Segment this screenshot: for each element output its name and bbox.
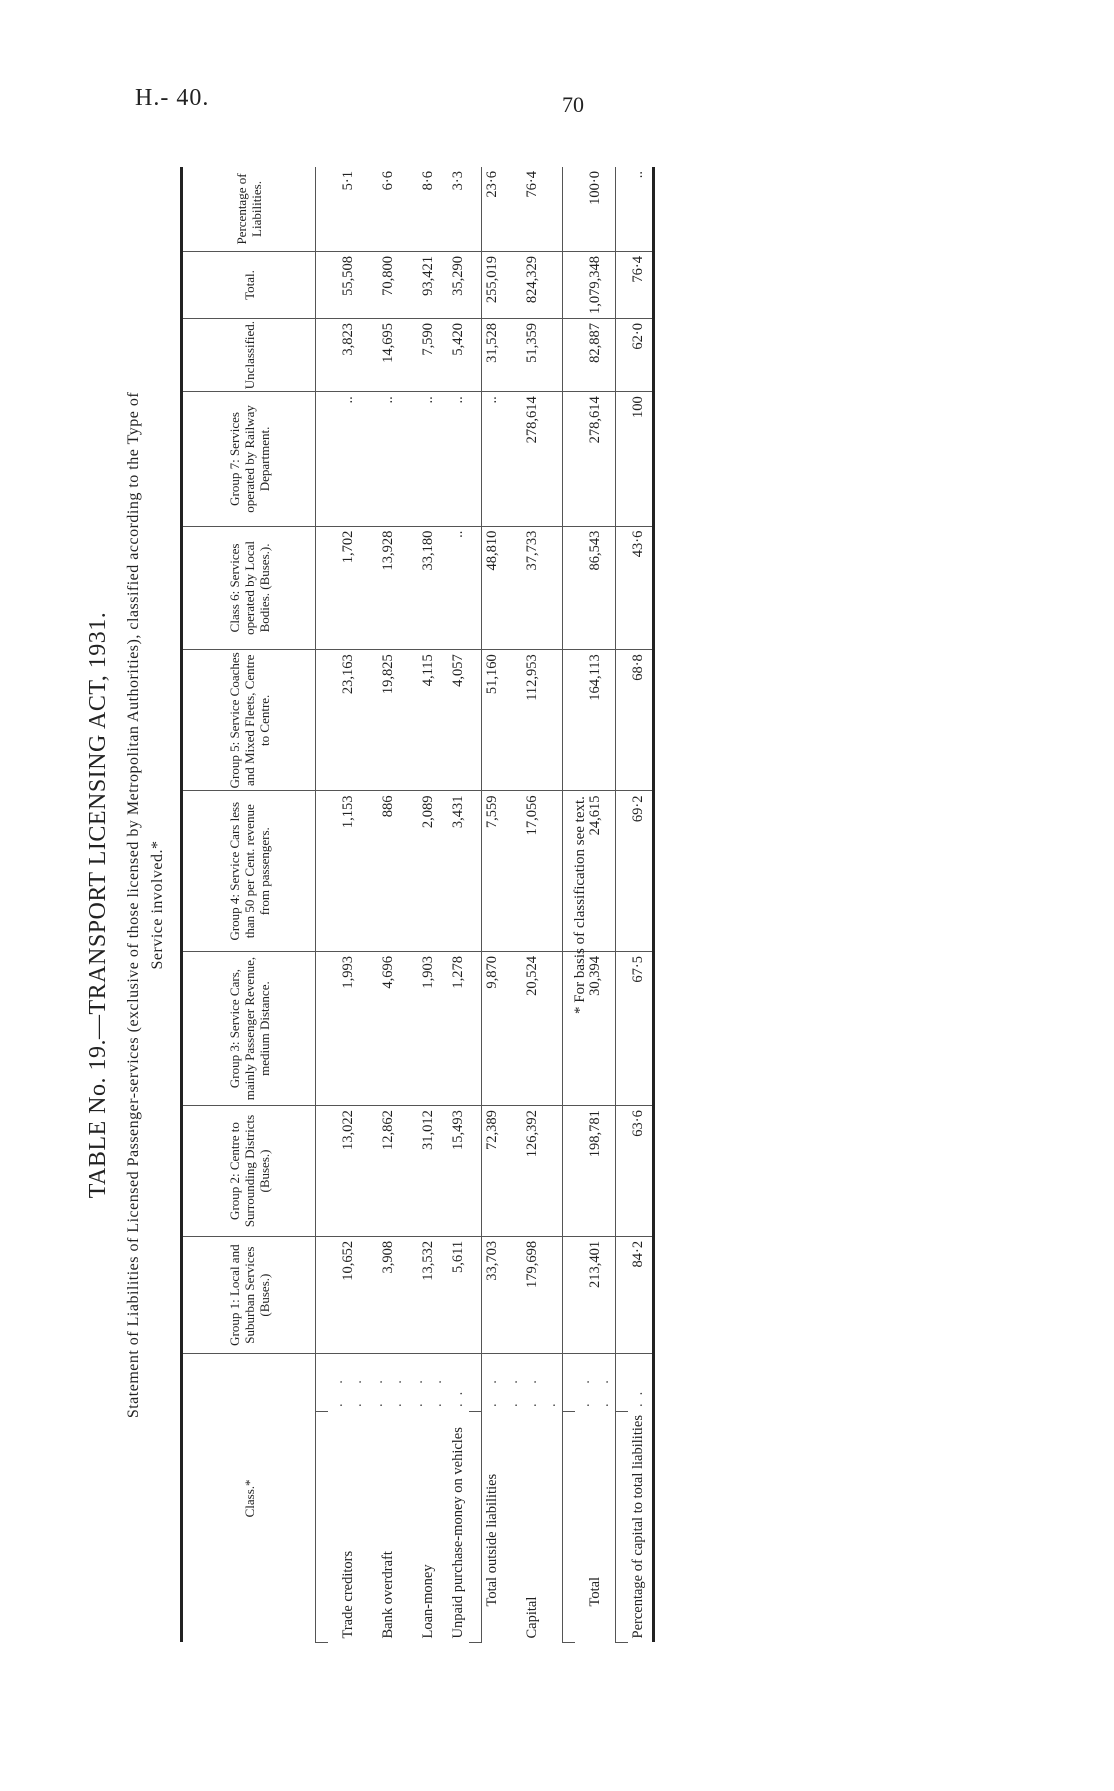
cell-total: 76·4 — [628, 251, 654, 318]
row-label: Loan-money — [419, 1564, 436, 1639]
rotated-table-block — [80, 155, 646, 1655]
table-row — [328, 167, 368, 1643]
header-group-3: Group 3: Service Cars, mainly Passenger Revenue, medium Distance. — [182, 951, 316, 1105]
cell-g7: .. — [482, 392, 504, 526]
cell-g5: 19,825 — [368, 650, 408, 791]
cell-g2: 15,493 — [448, 1106, 469, 1237]
cell-g1: 179,698 — [503, 1236, 563, 1354]
cell-percentage: 23·6 — [482, 167, 504, 251]
cell-c6: .. — [448, 526, 469, 650]
row-label: Trade creditors — [339, 1550, 356, 1639]
header-percentage: Percentage of Liabilities. — [182, 167, 316, 251]
cell-g4: 69·2 — [628, 791, 654, 952]
cell-g4: 24,615 — [575, 791, 616, 952]
leader-dots: . . . . — [575, 1354, 616, 1411]
header-class: Class.* — [182, 1354, 316, 1643]
subtitle-line-2: Service involved.* — [149, 840, 166, 970]
header-group-2: Group 2: Centre to Surrounding Districts (Buses.) — [182, 1106, 316, 1237]
row-label: Capital — [503, 1411, 563, 1642]
cell-g2: 63·6 — [628, 1106, 654, 1237]
leader-dots: . . . . — [330, 1372, 365, 1408]
cell-unclassified: 31,528 — [482, 318, 504, 391]
row-label: Bank overdraft — [379, 1551, 396, 1639]
cell-unclassified: 7,590 — [408, 318, 448, 391]
cell-percentage: 76·4 — [503, 167, 563, 251]
cell-total: 255,019 — [482, 251, 504, 318]
cell-g4: 2,089 — [408, 791, 448, 952]
table-title: TABLE No. 19.—TRANSPORT LICENSING ACT, 1931. — [85, 611, 111, 1199]
table-subtitle — [122, 155, 170, 1655]
cell-g4: 3,431 — [448, 791, 469, 952]
cell-g5: 4,115 — [408, 650, 448, 791]
header-unclassified: Unclassified. — [182, 318, 316, 391]
cell-unclassified: 51,359 — [503, 318, 563, 391]
leader-dots: . . — [482, 1354, 504, 1411]
header-total: Total. — [182, 251, 316, 318]
cell-g1: 84·2 — [628, 1236, 654, 1354]
cell-g1: 213,401 — [575, 1236, 616, 1354]
cell-total: 1,079,348 — [575, 251, 616, 318]
cell-g7: .. — [448, 392, 469, 526]
subtitle-line-1: Statement of Liabilities of Licensed Passenger-services (exclusive of those licensed by Metropolitan Authorities), classified according to the Type of — [125, 391, 142, 1419]
cell-g5: 51,160 — [482, 650, 504, 791]
cell-g2: 72,389 — [482, 1106, 504, 1237]
cell-g4: 1,153 — [328, 791, 368, 952]
leader-dots: . . . . . — [503, 1354, 563, 1411]
cell-total: 35,290 — [448, 251, 469, 318]
cell-unclassified: 5,420 — [448, 318, 469, 391]
table-row — [448, 167, 469, 1643]
cell-unclassified: 82,887 — [575, 318, 616, 391]
page-reference: H.- 40. — [135, 85, 210, 111]
leader-dots: .. — [450, 1383, 466, 1408]
cell-g7: 278,614 — [575, 392, 616, 526]
header-row — [182, 167, 316, 1643]
cell-g7: .. — [408, 392, 448, 526]
header-group-1: Group 1: Local and Suburban Services (Buses.) — [182, 1236, 316, 1354]
cell-g3: 30,394 — [575, 951, 616, 1105]
cell-g3: 9,870 — [482, 951, 504, 1105]
cell-g1: 13,532 — [408, 1236, 448, 1354]
cell-c6: 33,180 — [408, 526, 448, 650]
cell-g1: 3,908 — [368, 1236, 408, 1354]
leader-dots: .. — [628, 1354, 654, 1411]
cell-percentage: 100·0 — [575, 167, 616, 251]
cell-g2: 12,862 — [368, 1106, 408, 1237]
table-row — [408, 167, 448, 1643]
cell-g3: 1,903 — [408, 951, 448, 1105]
header-group-4: Group 4: Service Cars less than 50 per Cent. revenue from passengers. — [182, 791, 316, 952]
cell-total: 824,329 — [503, 251, 563, 318]
table-row — [368, 167, 408, 1643]
table-row — [482, 167, 504, 1643]
cell-unclassified: 3,823 — [328, 318, 368, 391]
leader-dots: . . . . — [370, 1372, 405, 1408]
leader-dots: . . . . — [410, 1372, 445, 1408]
row-label: Unpaid purchase-money on vehicles — [450, 1427, 466, 1639]
cell-c6: 1,702 — [328, 526, 368, 650]
cell-g5: 112,953 — [503, 650, 563, 791]
cell-g5: 23,163 — [328, 650, 368, 791]
cell-g4: 7,559 — [482, 791, 504, 952]
cell-c6: 43·6 — [628, 526, 654, 650]
cell-g3: 1,278 — [448, 951, 469, 1105]
cell-g3: 20,524 — [503, 951, 563, 1105]
cell-percentage: .. — [628, 167, 654, 251]
cell-percentage: 5·1 — [328, 167, 368, 251]
cell-g4: 17,056 — [503, 791, 563, 952]
cell-unclassified: 14,695 — [368, 318, 408, 391]
header-group-7: Group 7: Services operated by Railway Department. — [182, 392, 316, 526]
cell-g3: 4,696 — [368, 951, 408, 1105]
footnote: * For basis of classification see text. — [572, 796, 588, 1014]
cell-g1: 5,611 — [448, 1236, 469, 1354]
row-label: Total outside liabilities — [482, 1411, 504, 1642]
header-class-6: Class 6: Services operated by Local Bodies. (Buses.). — [182, 526, 316, 650]
cell-c6: 48,810 — [482, 526, 504, 650]
table-row — [628, 167, 654, 1643]
cell-total: 55,508 — [328, 251, 368, 318]
cell-g2: 13,022 — [328, 1106, 368, 1237]
cell-g7: 278,614 — [503, 392, 563, 526]
table-row — [503, 167, 563, 1643]
cell-unclassified: 62·0 — [628, 318, 654, 391]
cell-g7: .. — [368, 392, 408, 526]
cell-g2: 198,781 — [575, 1106, 616, 1237]
cell-g4: 886 — [368, 791, 408, 952]
cell-g1: 33,703 — [482, 1236, 504, 1354]
page-number: 70 — [562, 92, 584, 117]
cell-g5: 164,113 — [575, 650, 616, 791]
row-label: Total — [575, 1411, 616, 1642]
cell-g7: 100 — [628, 392, 654, 526]
cell-c6: 86,543 — [575, 526, 616, 650]
cell-g3: 67·5 — [628, 951, 654, 1105]
cell-g2: 126,392 — [503, 1106, 563, 1237]
cell-g7: .. — [328, 392, 368, 526]
cell-g2: 31,012 — [408, 1106, 448, 1237]
cell-percentage: 3·3 — [448, 167, 469, 251]
cell-percentage: 8·6 — [408, 167, 448, 251]
row-label: Percentage of capital to total liabilities — [628, 1411, 654, 1642]
cell-c6: 37,733 — [503, 526, 563, 650]
cell-total: 70,800 — [368, 251, 408, 318]
cell-g5: 4,057 — [448, 650, 469, 791]
cell-g1: 10,652 — [328, 1236, 368, 1354]
cell-c6: 13,928 — [368, 526, 408, 650]
cell-g5: 68·8 — [628, 650, 654, 791]
cell-g3: 1,993 — [328, 951, 368, 1105]
header-group-5: Group 5: Service Coaches and Mixed Fleets, Centre to Centre. — [182, 650, 316, 791]
cell-percentage: 6·6 — [368, 167, 408, 251]
cell-total: 93,421 — [408, 251, 448, 318]
